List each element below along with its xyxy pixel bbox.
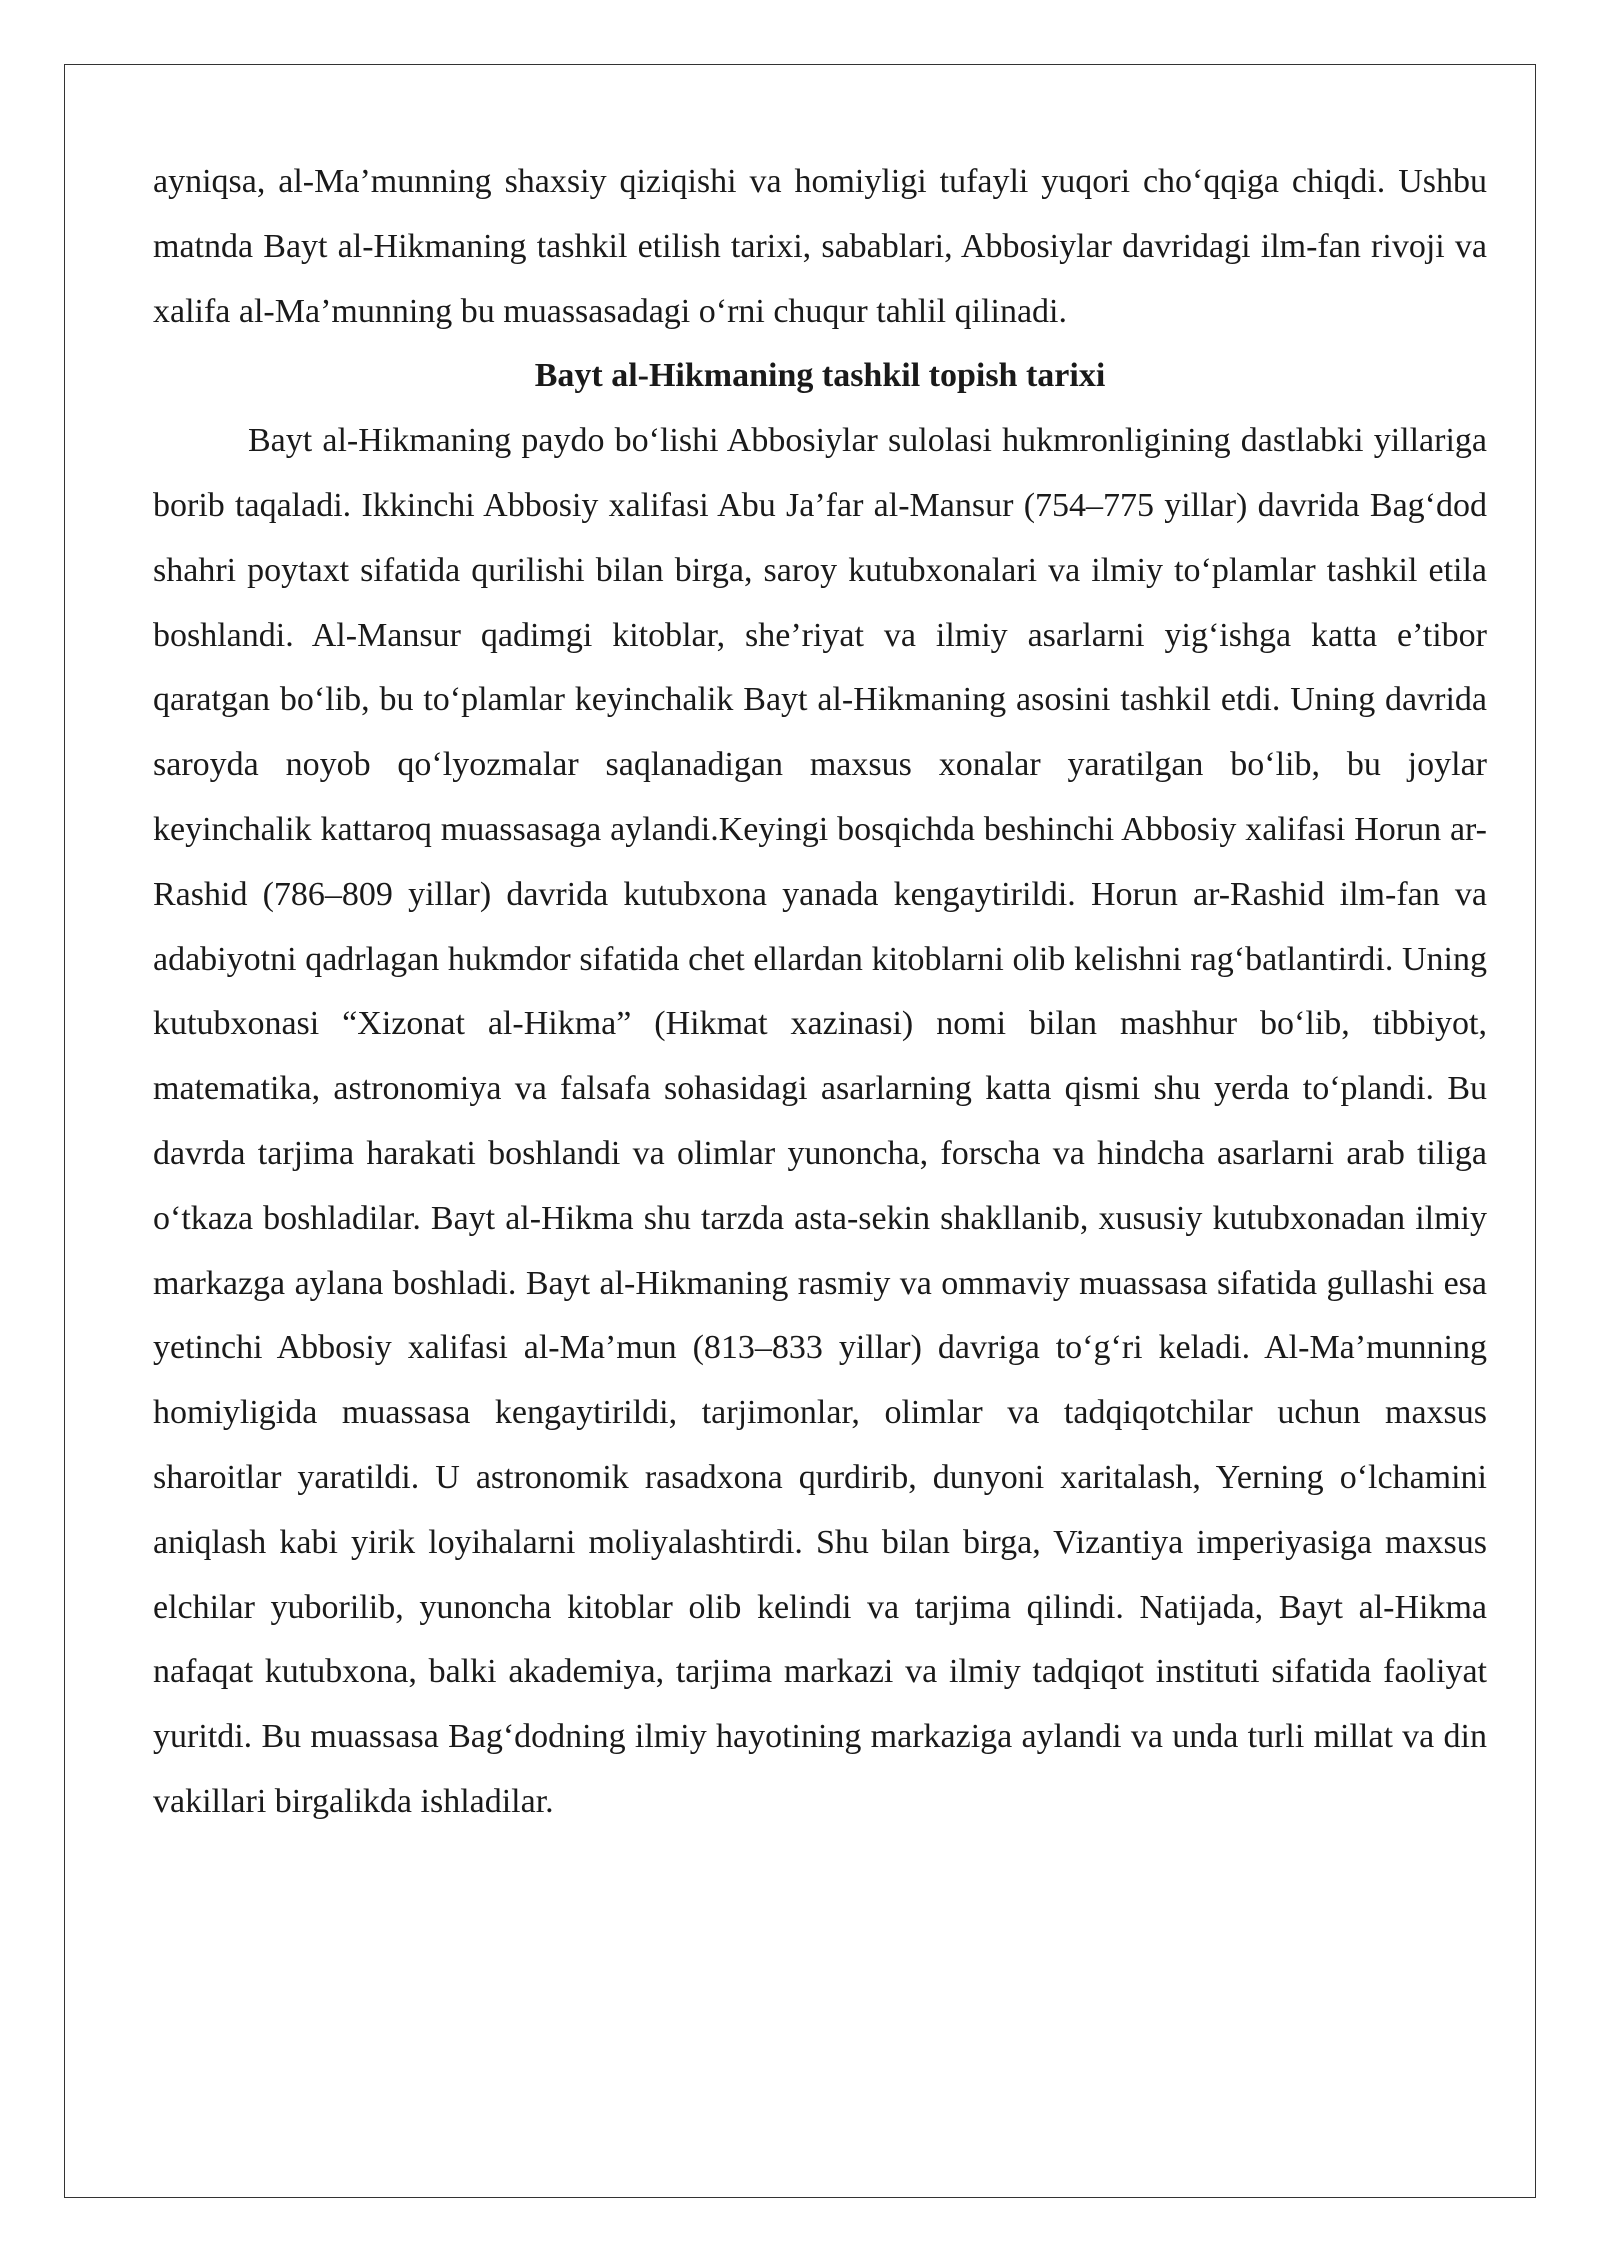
body-paragraph: Bayt al-Hikmaning paydo bo‘lishi Abbosiylar sulolasi hukmronligining dastlabki yillariga borib taqaladi. Ikkinchi Abbosiy xalifasi Abu Ja’far al-Mansur (754–775 yillar) davrida Bag‘dod shahri poytaxt sifatida qurilishi bilan birga, saroy kutubxonalari va ilmiy to‘plamlar tashkil etila boshlandi. Al-Mansur qadimgi kitoblar, she’riyat va ilmiy asarlarni yig‘ishga katta e’tibor qaratgan bo‘lib, bu to‘plamlar keyinchalik Bayt al-Hikmaning asosini tashkil etdi. Uning davrida saroyda noyob qo‘lyozmalar saqlanadigan maxsus xonalar yaratilgan bo‘lib, bu joylar keyinchalik kattaroq muassasaga aylandi.Keyingi bosqichda beshinchi Abbosiy xalifasi Horun ar-Rashid (786–809 yillar) davrida kutubxona yanada kengaytirildi. Horun ar-Rashid ilm-fan va adabiyotni qadrlagan hukmdor sifatida chet ellardan kitoblarni olib kelishni rag‘batlantirdi. Uning kutubxonasi “Xizonat al-Hikma” (Hikmat xazinasi) nomi bilan mashhur bo‘lib, tibbiyot, matematika, astronomiya va falsafa sohasidagi asarlarning katta qismi shu yerda to‘plandi. Bu davrda tarjima harakati boshlandi va olimlar yunoncha, forscha va hindcha asarlarni arab tiliga o‘tkaza boshladilar. Bayt al-Hikma shu tarzda asta-sekin shakllanib, xususiy kutubxonadan ilmiy markazga aylana boshladi. Bayt al-Hikmaning rasmiy va ommaviy muassasa sifatida gullashi esa yetinchi Abbosiy xalifasi al-Ma’mun (813–833 yillar) davriga to‘g‘ri keladi. Al-Ma’munning homiyligida muassasa kengaytirildi, tarjimonlar, olimlar va tadqiqotchilar uchun maxsus sharoitlar yaratildi. U astronomik rasadxona qurdirib, dunyoni xaritalash, Yerning o‘lchamini aniqlash kabi yirik loyihalarni moliyalashtirdi. Shu bilan birga, Vizantiya imperiyasiga maxsus elchilar yuborilib, yunoncha kitoblar olib kelindi va tarjima qilindi. Natijada, Bayt al-Hikma nafaqat kutubxona, balki akademiya, tarjima markazi va ilmiy tadqiqot instituti sifatida faoliyat yuritdi. Bu muassasa Bag‘dodning ilmiy hayotining markaziga aylandi va unda turli millat va din vakillari birgalikda ishladilar. [153, 422, 1487, 1820]
document-body [153, 150, 1487, 1835]
intro-paragraph: ayniqsa, al-Ma’munning shaxsiy qiziqishi va homiyligi tufayli yuqori cho‘qqiga chiqdi. Ushbu matnda Bayt al-Hikmaning tashkil etilish tarixi, sabablari, Abbosiylar davridagi ilm-fan rivoji va xalifa al-Ma’munning bu muassasadagi o‘rni chuqur tahlil qilinadi. [153, 163, 1487, 330]
section-heading: Bayt al-Hikmaning tashkil topish tarixi [534, 357, 1106, 395]
